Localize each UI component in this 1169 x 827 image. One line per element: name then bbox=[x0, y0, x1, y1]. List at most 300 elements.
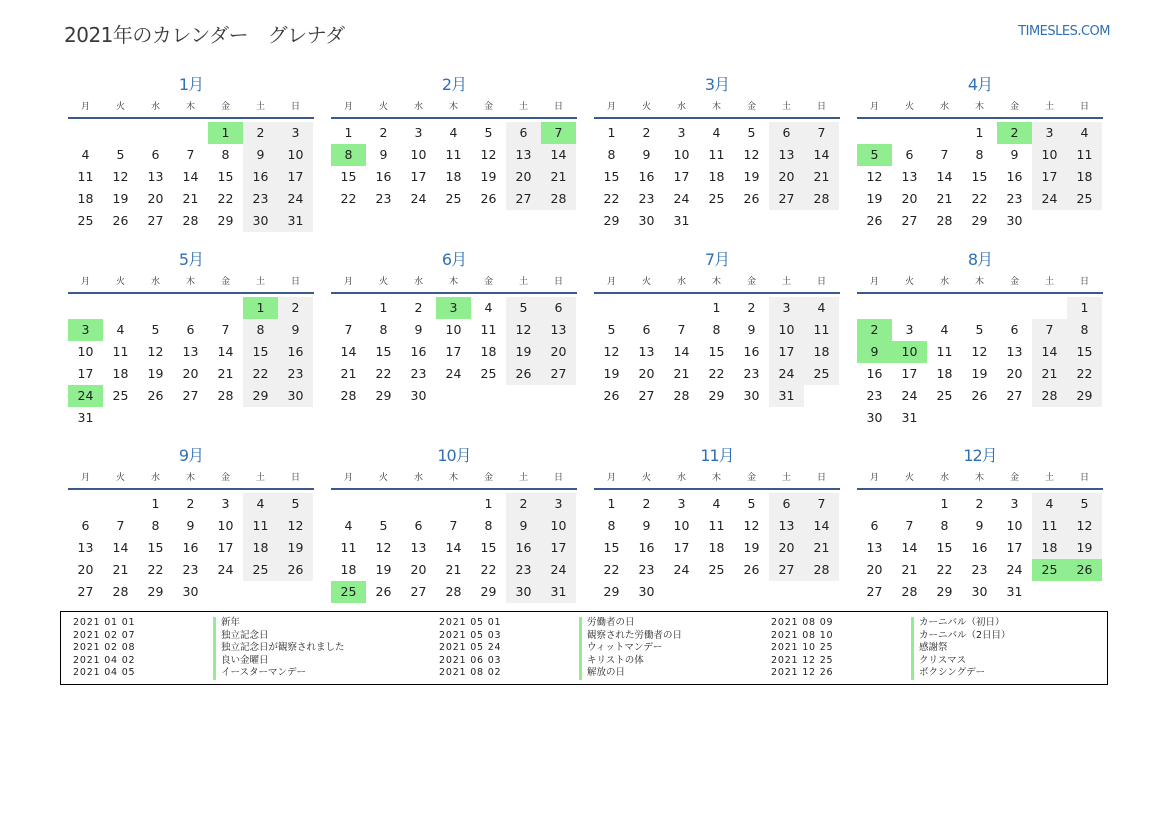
holiday-name: カーニバル（初日） bbox=[911, 617, 1005, 630]
day-cell: 24 bbox=[410, 191, 427, 206]
day-cell: 7 bbox=[449, 518, 458, 533]
day-cell: 25 bbox=[936, 388, 953, 403]
weekday-label: 火 bbox=[641, 277, 651, 287]
day-cell: 14 bbox=[340, 344, 357, 359]
day-cell: 29 bbox=[243, 385, 278, 407]
weekday-label: 月 bbox=[869, 473, 879, 483]
weekday-header bbox=[594, 97, 840, 119]
day-cell: 29 bbox=[217, 213, 234, 228]
holiday-name: 独立記念日 bbox=[213, 630, 269, 643]
weekday-label: 土 bbox=[518, 473, 528, 483]
day-cell: 6 bbox=[769, 122, 804, 144]
weekday-label: 日 bbox=[553, 473, 563, 483]
day-cell: 18 bbox=[112, 366, 129, 381]
weekday-label: 金 bbox=[1009, 277, 1019, 287]
day-cell: 4 bbox=[712, 125, 721, 140]
day-grid bbox=[68, 122, 314, 232]
day-cell: 7 bbox=[677, 322, 686, 337]
weekday-label: 金 bbox=[746, 277, 756, 287]
day-grid bbox=[331, 122, 577, 210]
day-cell: 20 bbox=[1006, 366, 1023, 381]
empty-day-cell bbox=[857, 297, 892, 319]
day-cell: 2 bbox=[379, 125, 388, 140]
weekday-label: 水 bbox=[150, 473, 160, 483]
day-cell: 28 bbox=[112, 584, 129, 599]
day-cell: 3 bbox=[677, 496, 686, 511]
day-cell: 8 bbox=[607, 518, 616, 533]
empty-day-cell bbox=[366, 493, 401, 515]
month-title: 11月 bbox=[700, 446, 734, 465]
day-cell: 1 bbox=[1067, 297, 1102, 319]
day-cell: 5 bbox=[607, 322, 616, 337]
day-cell: 24 bbox=[278, 188, 313, 210]
holiday-row bbox=[759, 617, 1011, 630]
weekday-label: 水 bbox=[413, 102, 423, 112]
day-cell: 20 bbox=[77, 562, 94, 577]
day-cell: 5 bbox=[116, 147, 125, 162]
day-cell: 10 bbox=[410, 147, 427, 162]
day-cell: 23 bbox=[1006, 191, 1023, 206]
holiday-row bbox=[61, 630, 345, 643]
day-cell: 14 bbox=[901, 540, 918, 555]
day-cell: 25 bbox=[112, 388, 129, 403]
day-cell: 1 bbox=[344, 125, 353, 140]
day-cell: 22 bbox=[217, 191, 234, 206]
day-cell: 17 bbox=[673, 540, 690, 555]
month-calendar bbox=[331, 444, 577, 599]
weekday-label: 日 bbox=[290, 473, 300, 483]
day-cell: 23 bbox=[182, 562, 199, 577]
day-cell: 29 bbox=[603, 584, 620, 599]
day-cell: 5 bbox=[484, 125, 493, 140]
day-cell: 16 bbox=[506, 537, 541, 559]
holiday-date: 2021 01 01 bbox=[73, 617, 136, 628]
holiday-name: 新年 bbox=[213, 617, 240, 630]
day-grid bbox=[857, 297, 1103, 429]
holiday-date: 2021 04 02 bbox=[73, 654, 136, 666]
day-cell: 18 bbox=[804, 341, 839, 363]
weekday-header bbox=[857, 97, 1103, 119]
holiday-name: ウィットマンデー bbox=[579, 642, 662, 655]
weekday-label: 月 bbox=[343, 473, 353, 483]
weekday-header bbox=[68, 272, 314, 294]
holiday-day-cell: 25 bbox=[1032, 559, 1067, 581]
day-cell: 26 bbox=[743, 191, 760, 206]
day-cell: 10 bbox=[673, 518, 690, 533]
day-cell: 29 bbox=[936, 584, 953, 599]
day-cell: 21 bbox=[1032, 363, 1067, 385]
weekday-label: 日 bbox=[816, 102, 826, 112]
day-cell: 30 bbox=[410, 388, 427, 403]
day-cell: 26 bbox=[743, 562, 760, 577]
day-cell: 30 bbox=[506, 581, 541, 603]
weekday-label: 水 bbox=[939, 473, 949, 483]
day-cell: 28 bbox=[673, 388, 690, 403]
weekday-label: 木 bbox=[711, 277, 721, 287]
day-cell: 20 bbox=[638, 366, 655, 381]
day-cell: 28 bbox=[936, 213, 953, 228]
holiday-day-cell: 5 bbox=[857, 144, 892, 166]
day-cell: 4 bbox=[243, 493, 278, 515]
day-cell: 14 bbox=[804, 144, 839, 166]
day-cell: 24 bbox=[1006, 562, 1023, 577]
day-grid bbox=[594, 493, 840, 603]
empty-day-cell bbox=[138, 122, 173, 144]
day-cell: 10 bbox=[1032, 144, 1067, 166]
day-cell: 14 bbox=[182, 169, 199, 184]
day-cell: 12 bbox=[375, 540, 392, 555]
holiday-day-cell: 3 bbox=[436, 297, 471, 319]
day-cell: 15 bbox=[243, 341, 278, 363]
day-cell: 14 bbox=[541, 144, 576, 166]
weekday-header bbox=[68, 468, 314, 490]
day-cell: 18 bbox=[77, 191, 94, 206]
day-cell: 21 bbox=[182, 191, 199, 206]
holiday-date: 2021 08 09 bbox=[771, 617, 834, 628]
holiday-day-cell: 24 bbox=[68, 385, 103, 407]
day-cell: 11 bbox=[708, 518, 725, 533]
month-title: 6月 bbox=[441, 250, 467, 269]
weekday-label: 土 bbox=[518, 277, 528, 287]
day-cell: 5 bbox=[975, 322, 984, 337]
day-cell: 15 bbox=[340, 169, 357, 184]
day-cell: 22 bbox=[375, 366, 392, 381]
day-cell: 10 bbox=[541, 515, 576, 537]
weekday-label: 土 bbox=[1044, 102, 1054, 112]
day-cell: 15 bbox=[217, 169, 234, 184]
month-calendar bbox=[857, 73, 1103, 248]
day-cell: 31 bbox=[901, 410, 918, 425]
day-cell: 9 bbox=[414, 322, 423, 337]
day-cell: 16 bbox=[971, 540, 988, 555]
month-calendar bbox=[68, 73, 314, 248]
day-cell: 13 bbox=[866, 540, 883, 555]
day-cell: 20 bbox=[541, 341, 576, 363]
holiday-date: 2021 12 25 bbox=[771, 654, 834, 666]
day-cell: 13 bbox=[901, 169, 918, 184]
month-title: 10月 bbox=[437, 446, 471, 465]
holiday-name: 観察された労働者の日 bbox=[579, 630, 682, 643]
day-cell: 20 bbox=[182, 366, 199, 381]
day-cell: 25 bbox=[445, 191, 462, 206]
weekday-header bbox=[331, 97, 577, 119]
weekday-label: 木 bbox=[448, 277, 458, 287]
day-cell: 6 bbox=[151, 147, 160, 162]
day-cell: 29 bbox=[147, 584, 164, 599]
day-cell: 3 bbox=[414, 125, 423, 140]
day-cell: 10 bbox=[769, 319, 804, 341]
day-cell: 29 bbox=[708, 388, 725, 403]
day-cell: 2 bbox=[506, 493, 541, 515]
day-cell: 31 bbox=[77, 410, 94, 425]
day-cell: 17 bbox=[410, 169, 427, 184]
day-cell: 26 bbox=[278, 559, 313, 581]
weekday-label: 土 bbox=[518, 102, 528, 112]
weekday-label: 水 bbox=[150, 102, 160, 112]
month-calendar bbox=[331, 73, 577, 248]
day-cell: 6 bbox=[870, 518, 879, 533]
day-cell: 17 bbox=[217, 540, 234, 555]
weekday-label: 水 bbox=[676, 102, 686, 112]
day-cell: 28 bbox=[445, 584, 462, 599]
day-cell: 18 bbox=[340, 562, 357, 577]
day-cell: 4 bbox=[449, 125, 458, 140]
empty-day-cell bbox=[173, 297, 208, 319]
empty-day-cell bbox=[892, 493, 927, 515]
day-cell: 20 bbox=[866, 562, 883, 577]
day-cell: 17 bbox=[1032, 166, 1067, 188]
day-cell: 23 bbox=[866, 388, 883, 403]
day-cell: 30 bbox=[638, 213, 655, 228]
day-cell: 19 bbox=[971, 366, 988, 381]
day-cell: 19 bbox=[480, 169, 497, 184]
day-cell: 22 bbox=[971, 191, 988, 206]
day-cell: 5 bbox=[379, 518, 388, 533]
day-cell: 5 bbox=[506, 297, 541, 319]
weekday-label: 金 bbox=[1009, 473, 1019, 483]
day-cell: 1 bbox=[607, 496, 616, 511]
holiday-row bbox=[759, 642, 1011, 655]
weekday-label: 火 bbox=[641, 473, 651, 483]
empty-day-cell bbox=[138, 297, 173, 319]
empty-day-cell bbox=[664, 297, 699, 319]
day-cell: 2 bbox=[414, 300, 423, 315]
day-cell: 22 bbox=[243, 363, 278, 385]
day-cell: 26 bbox=[480, 191, 497, 206]
holiday-column bbox=[759, 617, 1011, 680]
day-cell: 17 bbox=[769, 341, 804, 363]
day-cell: 14 bbox=[217, 344, 234, 359]
holiday-row bbox=[61, 642, 345, 655]
day-cell: 1 bbox=[484, 496, 493, 511]
day-cell: 26 bbox=[603, 388, 620, 403]
day-cell: 27 bbox=[77, 584, 94, 599]
day-cell: 11 bbox=[936, 344, 953, 359]
day-cell: 17 bbox=[1006, 540, 1023, 555]
weekday-label: 金 bbox=[483, 277, 493, 287]
day-cell: 16 bbox=[638, 169, 655, 184]
day-cell: 11 bbox=[243, 515, 278, 537]
day-cell: 8 bbox=[712, 322, 721, 337]
empty-day-cell bbox=[68, 122, 103, 144]
weekday-label: 月 bbox=[606, 277, 616, 287]
day-cell: 10 bbox=[445, 322, 462, 337]
holiday-date: 2021 05 24 bbox=[439, 642, 502, 653]
day-cell: 28 bbox=[901, 584, 918, 599]
day-cell: 9 bbox=[278, 319, 313, 341]
day-cell: 12 bbox=[743, 147, 760, 162]
weekday-label: 火 bbox=[904, 473, 914, 483]
day-cell: 9 bbox=[975, 518, 984, 533]
day-cell: 21 bbox=[217, 366, 234, 381]
day-cell: 11 bbox=[77, 169, 94, 184]
day-cell: 22 bbox=[603, 191, 620, 206]
day-cell: 23 bbox=[638, 191, 655, 206]
day-cell: 3 bbox=[1032, 122, 1067, 144]
day-cell: 4 bbox=[1032, 493, 1067, 515]
day-cell: 6 bbox=[905, 147, 914, 162]
weekday-header bbox=[594, 272, 840, 294]
day-cell: 5 bbox=[151, 322, 160, 337]
weekday-label: 日 bbox=[816, 473, 826, 483]
day-cell: 6 bbox=[541, 297, 576, 319]
day-cell: 24 bbox=[673, 191, 690, 206]
day-cell: 21 bbox=[901, 562, 918, 577]
weekday-label: 水 bbox=[413, 473, 423, 483]
day-cell: 7 bbox=[1032, 319, 1067, 341]
holiday-date: 2021 12 26 bbox=[771, 667, 834, 678]
day-cell: 20 bbox=[901, 191, 918, 206]
brand-link[interactable]: TIMESLES.COM bbox=[1018, 24, 1110, 39]
day-cell: 13 bbox=[77, 540, 94, 555]
day-cell: 17 bbox=[445, 344, 462, 359]
day-cell: 23 bbox=[278, 363, 313, 385]
day-cell: 2 bbox=[642, 496, 651, 511]
weekday-label: 木 bbox=[711, 473, 721, 483]
day-cell: 25 bbox=[708, 562, 725, 577]
holiday-day-cell: 25 bbox=[331, 581, 366, 603]
weekday-header bbox=[594, 468, 840, 490]
day-cell: 22 bbox=[936, 562, 953, 577]
weekday-label: 金 bbox=[220, 102, 230, 112]
holiday-day-cell: 9 bbox=[857, 341, 892, 363]
weekday-label: 日 bbox=[553, 277, 563, 287]
weekday-label: 月 bbox=[80, 473, 90, 483]
day-cell: 22 bbox=[480, 562, 497, 577]
day-cell: 18 bbox=[445, 169, 462, 184]
day-cell: 20 bbox=[769, 166, 804, 188]
weekday-label: 木 bbox=[711, 102, 721, 112]
weekday-label: 金 bbox=[1009, 102, 1019, 112]
weekday-label: 日 bbox=[1079, 473, 1089, 483]
day-cell: 15 bbox=[375, 344, 392, 359]
day-cell: 10 bbox=[278, 144, 313, 166]
day-cell: 11 bbox=[340, 540, 357, 555]
day-cell: 14 bbox=[112, 540, 129, 555]
day-cell: 17 bbox=[77, 366, 94, 381]
day-cell: 15 bbox=[936, 540, 953, 555]
weekday-label: 日 bbox=[1079, 102, 1089, 112]
day-cell: 12 bbox=[866, 169, 883, 184]
day-cell: 27 bbox=[182, 388, 199, 403]
day-cell: 21 bbox=[804, 166, 839, 188]
month-calendar bbox=[331, 248, 577, 444]
day-cell: 19 bbox=[743, 540, 760, 555]
holiday-name: キリストの体 bbox=[579, 655, 644, 668]
day-cell: 11 bbox=[112, 344, 129, 359]
day-cell: 16 bbox=[1006, 169, 1023, 184]
empty-day-cell bbox=[103, 493, 138, 515]
day-cell: 4 bbox=[804, 297, 839, 319]
day-cell: 6 bbox=[769, 493, 804, 515]
day-cell: 30 bbox=[243, 210, 278, 232]
day-cell: 2 bbox=[642, 125, 651, 140]
holiday-row bbox=[427, 667, 682, 680]
day-cell: 31 bbox=[278, 210, 313, 232]
weekday-label: 金 bbox=[220, 473, 230, 483]
day-cell: 3 bbox=[278, 122, 313, 144]
day-cell: 25 bbox=[804, 363, 839, 385]
day-cell: 27 bbox=[638, 388, 655, 403]
weekday-header bbox=[331, 468, 577, 490]
day-cell: 29 bbox=[971, 213, 988, 228]
weekday-label: 火 bbox=[378, 102, 388, 112]
weekday-label: 月 bbox=[606, 102, 616, 112]
weekday-label: 土 bbox=[255, 102, 265, 112]
day-cell: 14 bbox=[1032, 341, 1067, 363]
weekday-label: 水 bbox=[676, 277, 686, 287]
day-cell: 28 bbox=[217, 388, 234, 403]
holiday-day-cell: 26 bbox=[1067, 559, 1102, 581]
day-cell: 12 bbox=[743, 518, 760, 533]
weekday-label: 土 bbox=[255, 277, 265, 287]
day-cell: 10 bbox=[673, 147, 690, 162]
month-title: 9月 bbox=[178, 446, 204, 465]
year-calendar-grid bbox=[68, 73, 1102, 599]
weekday-label: 火 bbox=[904, 102, 914, 112]
day-cell: 7 bbox=[804, 122, 839, 144]
day-grid bbox=[331, 493, 577, 603]
day-cell: 13 bbox=[506, 144, 541, 166]
weekday-label: 月 bbox=[869, 277, 879, 287]
day-cell: 19 bbox=[147, 366, 164, 381]
day-cell: 6 bbox=[642, 322, 651, 337]
day-cell: 11 bbox=[1067, 144, 1102, 166]
weekday-header bbox=[857, 468, 1103, 490]
day-cell: 11 bbox=[480, 322, 497, 337]
weekday-label: 金 bbox=[483, 102, 493, 112]
day-cell: 28 bbox=[541, 188, 576, 210]
day-cell: 13 bbox=[769, 144, 804, 166]
empty-day-cell bbox=[594, 297, 629, 319]
day-cell: 7 bbox=[940, 147, 949, 162]
day-cell: 13 bbox=[541, 319, 576, 341]
day-cell: 8 bbox=[221, 147, 230, 162]
empty-day-cell bbox=[208, 297, 243, 319]
weekday-label: 木 bbox=[185, 277, 195, 287]
day-cell: 21 bbox=[804, 537, 839, 559]
day-cell: 8 bbox=[379, 322, 388, 337]
day-cell: 25 bbox=[480, 366, 497, 381]
day-cell: 31 bbox=[673, 213, 690, 228]
weekday-label: 木 bbox=[974, 277, 984, 287]
weekday-label: 火 bbox=[115, 277, 125, 287]
day-cell: 23 bbox=[638, 562, 655, 577]
day-cell: 9 bbox=[747, 322, 756, 337]
day-cell: 18 bbox=[1067, 166, 1102, 188]
empty-day-cell bbox=[173, 122, 208, 144]
weekday-label: 月 bbox=[80, 102, 90, 112]
weekday-label: 火 bbox=[115, 473, 125, 483]
empty-day-cell bbox=[401, 493, 436, 515]
day-cell: 24 bbox=[673, 562, 690, 577]
day-cell: 10 bbox=[77, 344, 94, 359]
weekday-label: 金 bbox=[483, 473, 493, 483]
day-cell: 11 bbox=[708, 147, 725, 162]
day-cell: 3 bbox=[905, 322, 914, 337]
day-cell: 6 bbox=[414, 518, 423, 533]
day-cell: 19 bbox=[506, 341, 541, 363]
day-cell: 20 bbox=[147, 191, 164, 206]
day-cell: 3 bbox=[769, 297, 804, 319]
day-cell: 3 bbox=[1010, 496, 1019, 511]
day-cell: 27 bbox=[147, 213, 164, 228]
holiday-date: 2021 05 03 bbox=[439, 629, 502, 641]
holiday-name: 良い金曜日 bbox=[213, 655, 269, 668]
day-cell: 8 bbox=[975, 147, 984, 162]
day-cell: 16 bbox=[278, 341, 313, 363]
holiday-date: 2021 10 25 bbox=[771, 642, 834, 653]
